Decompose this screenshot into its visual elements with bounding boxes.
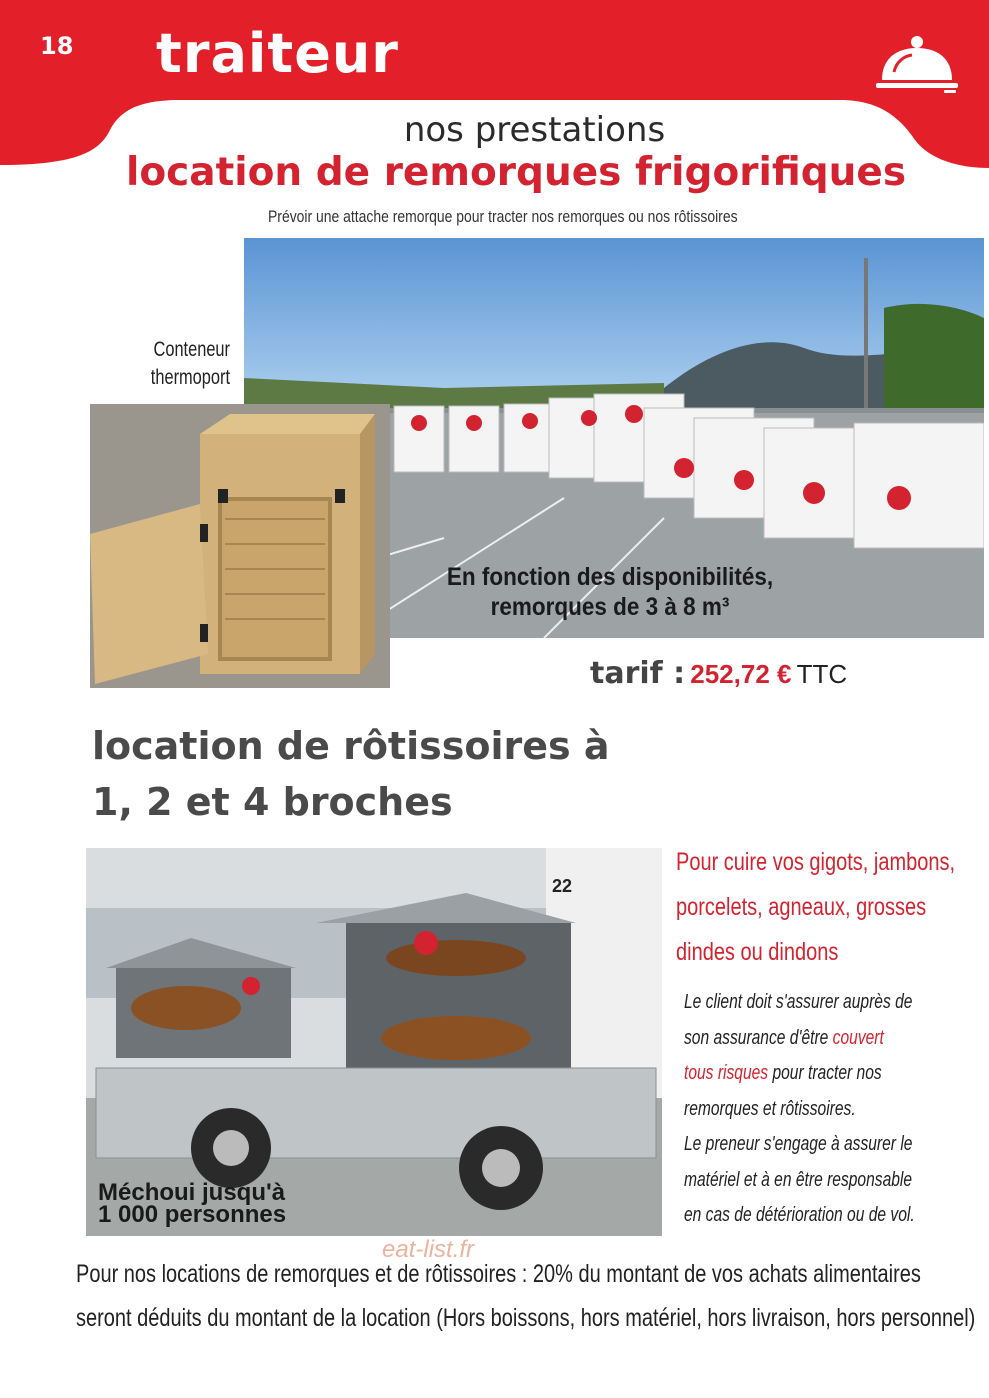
thermoport-container-photo <box>90 404 390 688</box>
availability-caption: En fonction des disponibilités, remorques de 3 à 8 m³ <box>446 563 774 621</box>
insurance-text: Le client doit s'assurer auprès de son assurance d'être couvert tous risques pour tracter nos remorques et rôtissoires. Le preneur s'engage à assurer le matériel et à en être responsable en cas de détérioration ou de vol. <box>684 991 915 1226</box>
photo-number: 22 <box>552 876 573 896</box>
price-suffix: TTC <box>796 659 848 689</box>
cloche-icon <box>872 28 962 98</box>
rotisserie-title: location de rôtissoires à 1, 2 et 4 broches <box>92 724 610 824</box>
container-label: Conteneur thermoport <box>150 338 230 389</box>
rotisserie-trailer-photo <box>86 848 662 1236</box>
section-title: traiteur <box>156 22 399 85</box>
discount-footer: Pour nos locations de remorques et de rôtissoires : 20% du montant de vos achats alimentaires seront déduits du montant de la location (Hors boissons, hors matériel, hors livraison, hors personnel) <box>76 1260 976 1332</box>
mechoui-caption: Méchoui jusqu'à 1 000 personnes <box>98 1179 287 1228</box>
cooking-text: Pour cuire vos gigots, jambons, porcelets, agneaux, grosses dindes ou dindons <box>676 848 956 966</box>
price-label: tarif : <box>590 656 686 691</box>
page-number: 18 <box>40 32 74 60</box>
watermark: eat-list.fr <box>382 1236 475 1263</box>
subtitle: nos prestations <box>403 110 666 150</box>
hitch-note: Prévoir une attache remorque pour tracter nos remorques ou nos rôtissoires <box>268 207 738 226</box>
price-value: 252,72 € <box>690 659 792 689</box>
price <box>590 656 847 691</box>
headline: location de remorques frigorifiques <box>126 150 907 195</box>
